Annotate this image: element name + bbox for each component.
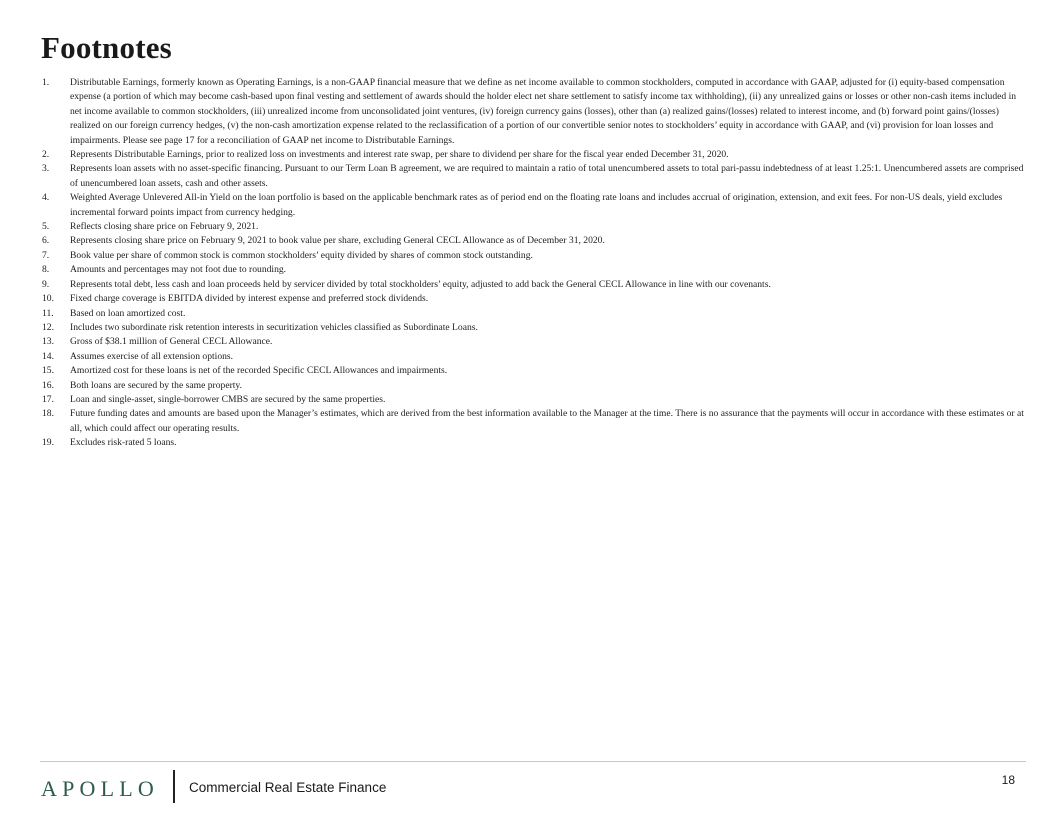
footnote-item: [42, 379, 1026, 393]
footnote-text: Represents total debt, less cash and loan proceeds held by servicer divided by total stockholders’ equity, adjusted to add back the General CECL Allowance in line with our covenants.: [70, 278, 771, 290]
footnote-item: [42, 249, 1026, 263]
footnote-number: 19.: [42, 437, 54, 449]
footnote-item: [42, 292, 1026, 306]
footnote-number: 12.: [42, 321, 54, 333]
footer-divider-line: [40, 761, 1026, 762]
footnote-text: Fixed charge coverage is EBITDA divided by interest expense and preferred stock dividends.: [70, 293, 429, 305]
footnote-number: 6.: [42, 235, 50, 247]
footnote-text: Weighted Average Unlevered All-in Yield on the loan portfolio is based on the applicable benchmark rates as of period end on the floating rate loans and includes accrual of origination, extension, and exit fees. For non-US deals, yield excludes incremental forward points impact from currency hedging.: [70, 192, 1003, 218]
footnote-number: 7.: [42, 249, 50, 261]
footnote-item: [42, 335, 1026, 349]
footnote-text: Includes two subordinate risk retention interests in securitization vehicles classified as Subordinate Loans.: [70, 321, 478, 333]
footnote-number: 2.: [42, 149, 50, 161]
footnote-text: Amounts and percentages may not foot due to rounding.: [70, 264, 287, 276]
footnote-text: Distributable Earnings, formerly known as Operating Earnings, is a non-GAAP financial measure that we define as net income available to common stockholders, computed in accordance with GAAP, adjusted for (i) equity-based compensation expense (a portion of which may become cash-based upon final vesting and settlement of awards should the holder elect net share settlement to satisfy income tax withholding), (ii) any unrealized gains or losses or other non-cash items included in net income available to common stockholders, (iii) unrealized income from unconsolidated joint ventures, (iv) foreign currency gains (losses), other than (a) realized gains/(losses) related to interest income, and (b) forward point gains/(losses) realized on our foreign currency hedges, (v) the non-cash amortization expense related to the reclassification of a portion of our convertible senior notes to stockholders’ equity in accordance with GAAP, and (vi) provision for loan losses and impairments. Please see page 17 for a reconciliation of GAAP net income to Distributable Earnings.: [70, 77, 1017, 146]
footnote-item: [42, 321, 1026, 335]
footnote-number: 17.: [42, 393, 54, 405]
page-number: 18: [1001, 773, 1015, 787]
footnote-number: 8.: [42, 264, 50, 276]
footnote-text: Gross of $38.1 million of General CECL Allowance.: [70, 336, 273, 348]
footnote-list: [42, 76, 1026, 451]
page-title: Footnotes: [41, 30, 172, 65]
footnote-number: 9.: [42, 278, 50, 290]
footnote-text: Represents loan assets with no asset-specific financing. Pursuant to our Term Loan B agreement, we are required to maintain a ratio of total unencumbered assets to total pari-passu indebtedness of at least 1.25:1. Unencumbered assets are comprised of unencumbered loan assets, cash and other assets.: [70, 163, 1024, 189]
footnote-text: Amortized cost for these loans is net of the recorded Specific CECL Allowances and impairments.: [70, 365, 448, 377]
footnote-text: Represents closing share price on February 9, 2021 to book value per share, excluding General CECL Allowance as of December 31, 2020.: [70, 235, 605, 247]
footnote-item: [42, 307, 1026, 321]
footnote-item: [42, 76, 1026, 148]
footnote-item: [42, 278, 1026, 292]
footnote-item: [42, 350, 1026, 364]
footnote-item: [42, 407, 1026, 436]
footnote-item: [42, 148, 1026, 162]
footnote-number: 15.: [42, 365, 54, 377]
footnote-text: Based on loan amortized cost.: [70, 307, 186, 319]
footnote-number: 3.: [42, 163, 50, 175]
footnote-text: Reflects closing share price on February 9, 2021.: [70, 221, 259, 233]
footnote-number: 14.: [42, 350, 54, 362]
footnote-item: [42, 220, 1026, 234]
footnote-number: 11.: [42, 307, 54, 319]
footnote-item: [42, 393, 1026, 407]
footnote-item: [42, 191, 1026, 220]
footnote-item: [42, 364, 1026, 378]
footer-vertical-divider: [173, 770, 175, 803]
footnote-item: [42, 263, 1026, 277]
footnote-number: 5.: [42, 221, 50, 233]
apollo-logo: APOLLO: [41, 776, 159, 801]
footnote-item: [42, 234, 1026, 248]
footnote-number: 18.: [42, 408, 54, 420]
footnote-number: 4.: [42, 192, 50, 204]
footnote-number: 10.: [42, 293, 54, 305]
footnote-text: Represents Distributable Earnings, prior to realized loss on investments and interest rate swap, per share to dividend per share for the fiscal year ended December 31, 2020.: [70, 149, 729, 161]
footnote-number: 13.: [42, 336, 54, 348]
footnote-number: 16.: [42, 379, 54, 391]
footnote-text: Future funding dates and amounts are based upon the Manager’s estimates, which are derived from the best information available to the Manager at the time. There is no assurance that the payments will occur in accordance with these estimates or at all, which could affect our operating results.: [70, 408, 1024, 434]
footer-subtitle: Commercial Real Estate Finance: [189, 780, 387, 795]
footnote-item: [42, 162, 1026, 191]
footnote-text: Both loans are secured by the same property.: [70, 379, 243, 391]
footnote-text: Excludes risk-rated 5 loans.: [70, 437, 177, 449]
footnote-text: Book value per share of common stock is common stockholders’ equity divided by shares of common stock outstanding.: [70, 249, 533, 261]
footnote-number: 1.: [42, 77, 50, 88]
footnote-text: Loan and single-asset, single-borrower CMBS are secured by the same properties.: [70, 393, 386, 405]
footnote-item: [42, 436, 1026, 450]
footnote-text: Assumes exercise of all extension options.: [70, 350, 234, 362]
